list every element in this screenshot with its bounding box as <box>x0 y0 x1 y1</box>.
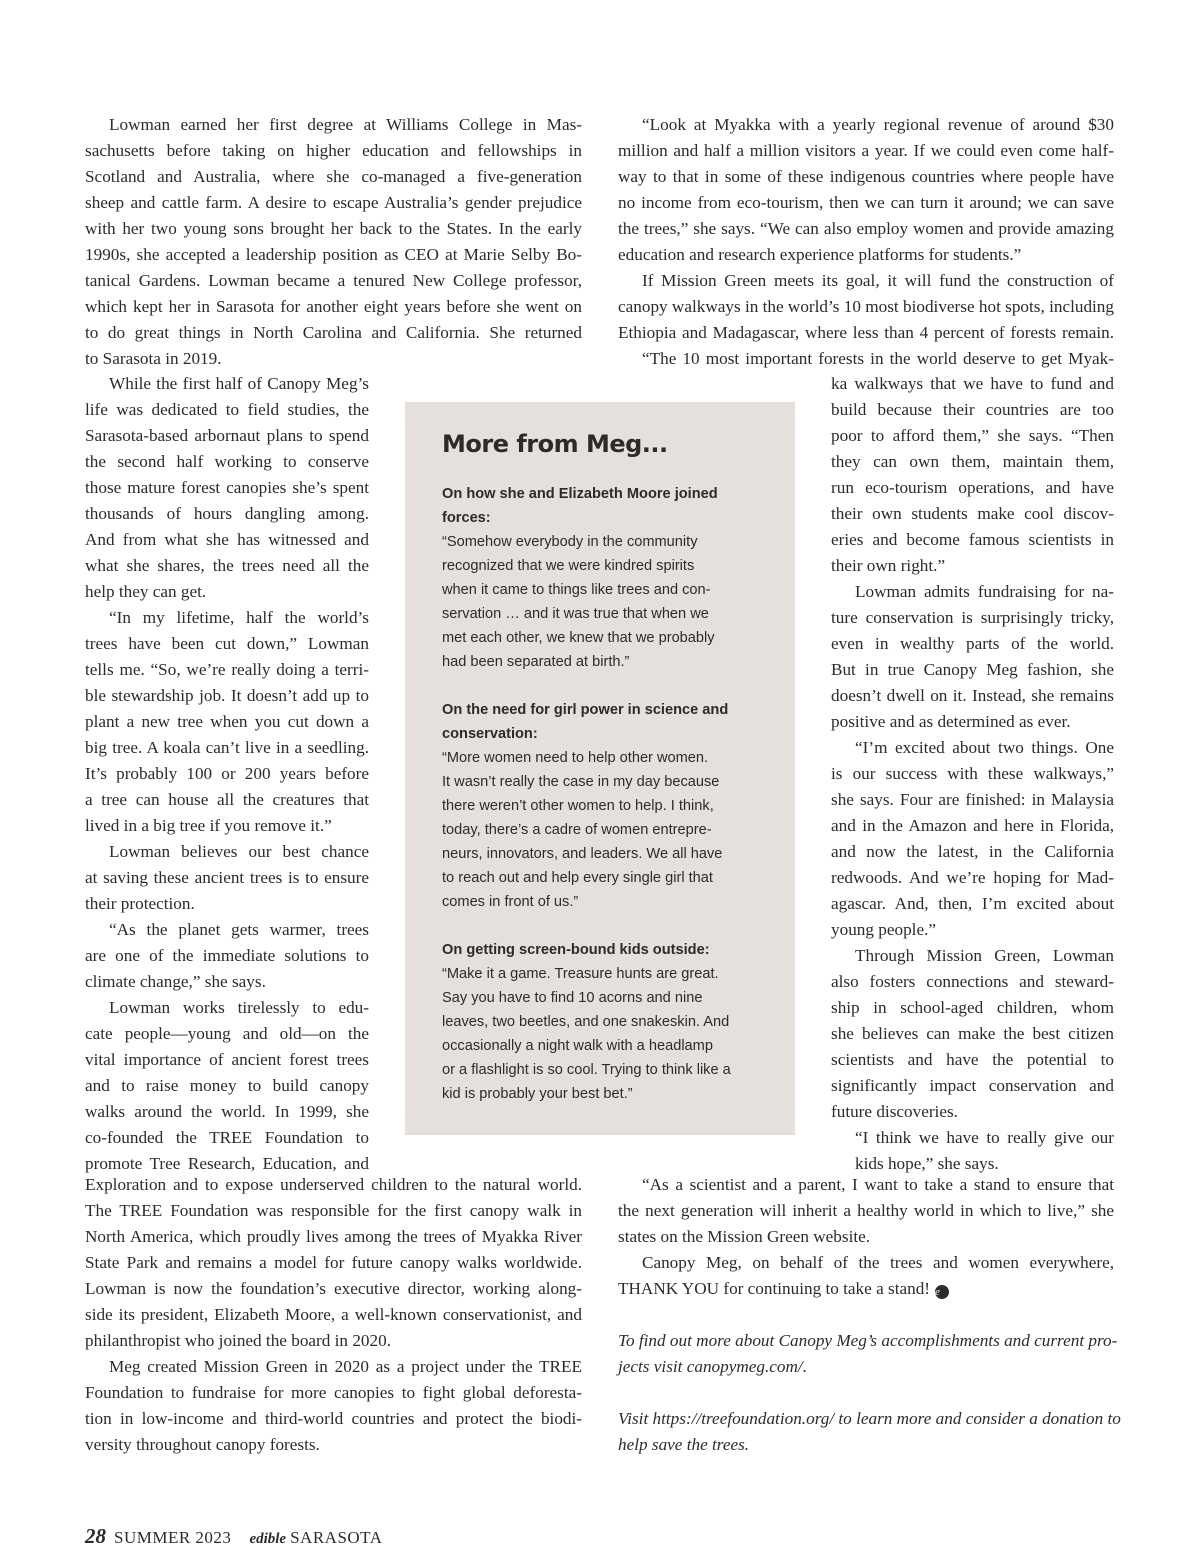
sidebar-line: “Somehow everybody in the community <box>442 534 698 550</box>
text-line: are one of the immediate solutions to <box>85 946 369 965</box>
text-line: thousands of hours dangling among. <box>85 504 369 523</box>
text-line: State Park and remains a model for future canopy walks worldwide. <box>85 1253 582 1272</box>
text-line: “The 10 most important forests in the world deserve to get Myak- <box>642 349 1114 368</box>
text-line: with her two young sons brought her back to the States. In the early <box>85 219 582 238</box>
text-line: co-founded the TREE Foundation to <box>85 1128 369 1147</box>
text-line: lived in a big tree if you remove it.” <box>85 816 332 835</box>
text-line: versity throughout canopy forests. <box>85 1435 320 1454</box>
text-line: the trees,” she says. “We can also employ women and provide amazing <box>618 219 1114 238</box>
text-line: the next generation will inherit a healthy world in which to live,” she <box>618 1201 1114 1220</box>
text-line: vital importance of ancient forest trees <box>85 1050 369 1069</box>
text-line: sachusetts before taking on higher education and fellowships in <box>85 141 582 160</box>
text-line: big tree. A koala can’t live in a seedling. <box>85 738 369 757</box>
sidebar-heading: On how she and Elizabeth Moore joined <box>442 486 718 502</box>
text-line: cate people—young and old—on the <box>85 1024 369 1043</box>
text-line: Lowman works tirelessly to edu- <box>109 998 369 1017</box>
text-line: sheep and cattle farm. A desire to escape Australia’s gender prejudice <box>85 193 582 212</box>
text-line: “In my lifetime, half the world’s <box>109 608 369 627</box>
text-line: tells me. “So, we’re really doing a terri- <box>85 660 369 679</box>
sidebar-line: met each other, we knew that we probably <box>442 630 715 646</box>
text-line: poor to afford them,” she says. “Then <box>831 426 1114 445</box>
text-line: “As the planet gets warmer, trees <box>109 920 369 939</box>
sidebar-box <box>405 402 795 1135</box>
text-line: build because their countries are too <box>831 400 1114 419</box>
text-line: and to raise money to build canopy <box>85 1076 369 1095</box>
text-line: tion in low-income and third-world countries and protect the biodi- <box>85 1409 582 1428</box>
text-line: But in true Canopy Meg fashion, she <box>831 660 1114 679</box>
text-line: kids hope,” she says. <box>855 1154 999 1173</box>
text-line: promote Tree Research, Education, and <box>85 1154 369 1173</box>
text-line: their protection. <box>85 894 195 913</box>
text-line: Meg created Mission Green in 2020 as a project under the TREE <box>109 1357 582 1376</box>
text-line: It’s probably 100 or 200 years before <box>85 764 369 783</box>
sidebar-line: today, there’s a cadre of women entrepre- <box>442 822 712 838</box>
sidebar-line: kid is probably your best bet.” <box>442 1086 633 1102</box>
text-line <box>618 1276 1114 1302</box>
text-line: agascar. And, then, I’m excited about <box>831 894 1114 913</box>
text-line: their own right.” <box>831 556 946 575</box>
brand-name: SARASOTA <box>290 1528 383 1547</box>
text-line: canopy walkways in the world’s 10 most biodiverse hot spots, including <box>618 297 1114 316</box>
text-line: trees have been cut down,” Lowman <box>85 634 369 653</box>
text-line: what she shares, the trees need all the <box>85 556 369 575</box>
text-line: the second half working to conserve <box>85 452 369 471</box>
text-line: Scotland and Australia, where she co-managed a five-generation <box>85 167 582 186</box>
text-line: walks around the world. In 1999, she <box>85 1102 369 1121</box>
text-line: Lowman earned her first degree at Williams College in Mas- <box>109 115 582 134</box>
text-line: ka walkways that we have to fund and <box>831 374 1114 393</box>
page-footer <box>85 1524 382 1549</box>
text-line: philanthropist who joined the board in 2020. <box>85 1331 391 1350</box>
sidebar-line: Say you have to find 10 acorns and nine <box>442 990 703 1006</box>
text-line: to Sarasota in 2019. <box>85 349 222 368</box>
text-line: Exploration and to expose underserved children to the natural world. <box>85 1175 582 1194</box>
sidebar-heading: forces: <box>442 510 491 526</box>
left-column-top <box>85 112 582 372</box>
text-line: plant a new tree when you cut down a <box>85 712 369 731</box>
text-line: education and research experience platforms for students.” <box>618 245 1022 264</box>
left-column-narrow <box>85 371 369 1177</box>
sidebar-line: or a flashlight is so cool. Trying to think like a <box>442 1062 731 1078</box>
sidebar-line: neurs, innovators, and leaders. We all have <box>442 846 723 862</box>
text-line: those mature forest canopies she’s spent <box>85 478 369 497</box>
text-line: she believes can make the best citizen <box>831 1024 1114 1043</box>
text-line: to do great things in North Carolina and California. She returned <box>85 323 582 342</box>
page-number: 28 <box>85 1524 106 1548</box>
text-line: she says. Four are finished: in Malaysia <box>831 790 1114 809</box>
text-line: they can own them, maintain them, <box>831 452 1114 471</box>
text-line: To find out more about Canopy Meg’s accomplishments and current pro- <box>618 1331 1118 1350</box>
text-line: Ethiopia and Madagascar, where less than 4 percent of forests remain. <box>618 323 1114 342</box>
text-line: And from what she has witnessed and <box>85 530 369 549</box>
sidebar-heading: conservation: <box>442 726 538 742</box>
text-line: is our success with these walkways,” <box>831 764 1114 783</box>
text-line: run eco-tourism operations, and have <box>831 478 1114 497</box>
sidebar-line: servation … and it was true that when we <box>442 606 709 622</box>
text-line: help save the trees. <box>618 1435 750 1454</box>
text-line: million and half a million visitors a year. If we could even come half- <box>618 141 1114 160</box>
text-line: 1990s, she accepted a leadership position as CEO at Marie Selby Bo- <box>85 245 582 264</box>
text-line: positive and as determined as ever. <box>831 712 1071 731</box>
text-line: ture conservation is surprisingly tricky, <box>831 608 1114 627</box>
text-line: eries and become famous scientists in <box>831 530 1114 549</box>
sidebar-text <box>442 482 777 1102</box>
text-line: life was dedicated to field studies, the <box>85 400 369 419</box>
text-line: jects visit canopymeg.com/. <box>618 1357 808 1376</box>
sidebar-line: It wasn’t really the case in my day because <box>442 774 720 790</box>
sidebar-heading: On getting screen-bound kids outside: <box>442 942 710 958</box>
text-line: significantly impact conservation and <box>831 1076 1114 1095</box>
text-line: “I’m excited about two things. One <box>855 738 1114 757</box>
text-line: help they can get. <box>85 582 207 601</box>
sidebar-line: had been separated at birth.” <box>442 654 630 670</box>
brand-italic: edible <box>249 1531 287 1547</box>
text-line: ble stewardship job. It doesn’t add up to <box>85 686 369 705</box>
text-line: Visit https://treefoundation.org/ to learn more and consider a donation to <box>618 1409 1121 1428</box>
text-line: a tree can house all the creatures that <box>85 790 369 809</box>
text-line: If Mission Green meets its goal, it will fund the construction of <box>642 271 1114 290</box>
text-line: even in wealthy parts of the world. <box>831 634 1114 653</box>
text-line: climate change,” she says. <box>85 972 266 991</box>
text-line: “As a scientist and a parent, I want to take a stand to ensure that <box>642 1175 1114 1194</box>
issue-label: SUMMER 2023 <box>114 1528 232 1547</box>
text-line: Canopy Meg, on behalf of the trees and women everywhere, <box>642 1253 1114 1272</box>
text-line: no income from eco-tourism, then we can turn it around; we can save <box>618 193 1114 212</box>
right-column-top <box>618 112 1114 372</box>
sidebar-heading: On the need for girl power in science and <box>442 702 729 718</box>
text-line: their own students make cool discov- <box>831 504 1114 523</box>
text-line: North America, which proudly lives among the trees of Myakka River <box>85 1227 582 1246</box>
text-line: future discoveries. <box>831 1102 958 1121</box>
text-line: which kept her in Sarasota for another eight years before she went on <box>85 297 582 316</box>
sidebar-line: to reach out and help every single girl that <box>442 870 713 886</box>
text-line: Sarasota-based arbornaut plans to spend <box>85 426 369 445</box>
right-column-bottom <box>618 1172 1114 1302</box>
text-line: Lowman believes our best chance <box>109 842 369 861</box>
text-line: and now the latest, in the California <box>831 842 1114 861</box>
left-column-bottom <box>85 1172 582 1458</box>
text-line-content: THANK YOU for continuing to take a stand! <box>618 1279 931 1298</box>
more-info-links <box>618 1328 1121 1458</box>
text-line: Foundation to fundraise for more canopies to fight global deforesta- <box>85 1383 582 1402</box>
text-line: ship in school-aged children, whom <box>831 998 1114 1017</box>
sidebar-line: recognized that we were kindred spirits <box>442 558 695 574</box>
text-line: “I think we have to really give our <box>855 1128 1114 1147</box>
text-line: at saving these ancient trees is to ensure <box>85 868 369 887</box>
text-line: young people.” <box>831 920 937 939</box>
text-line: While the first half of Canopy Meg’s <box>109 374 369 393</box>
text-line: side its president, Elizabeth Moore, a well-known conservationist, and <box>85 1305 582 1324</box>
sidebar-line: leaves, two beetles, and one snakeskin. And <box>442 1014 730 1030</box>
text-line: way to that in some of these indigenous countries where people have <box>618 167 1114 186</box>
text-line: “Look at Myakka with a yearly regional revenue of around $30 <box>642 115 1114 134</box>
right-column-narrow <box>831 371 1114 1177</box>
sidebar-line: occasionally a night walk with a headlamp <box>442 1038 713 1054</box>
text-line: also fosters connections and steward- <box>831 972 1114 991</box>
sidebar-line: comes in front of us.” <box>442 894 579 910</box>
text-line: doesn’t dwell on it. Instead, she remains <box>831 686 1114 705</box>
text-line: The TREE Foundation was responsible for the first canopy walk in <box>85 1201 582 1220</box>
sidebar-line: there weren’t other women to help. I think, <box>442 798 714 814</box>
text-line: redwoods. And we’re hoping for Mad- <box>831 868 1114 887</box>
text-line: tanical Gardens. Lowman became a tenured New College professor, <box>85 271 582 290</box>
text-line: Through Mission Green, Lowman <box>855 946 1114 965</box>
text-line: Lowman admits fundraising for na- <box>855 582 1114 601</box>
sidebar-line: “Make it a game. Treasure hunts are great. <box>442 966 719 982</box>
end-of-article-icon: e <box>935 1285 949 1299</box>
sidebar-line: when it came to things like trees and con- <box>442 582 711 598</box>
text-line: Lowman is now the foundation’s executive director, working along- <box>85 1279 582 1298</box>
text-line: states on the Mission Green website. <box>618 1227 871 1246</box>
sidebar-title: More from Meg... <box>442 430 668 458</box>
sidebar-line: “More women need to help other women. <box>442 750 709 766</box>
text-line: and in the Amazon and here in Florida, <box>831 816 1114 835</box>
text-line: scientists and have the potential to <box>831 1050 1114 1069</box>
